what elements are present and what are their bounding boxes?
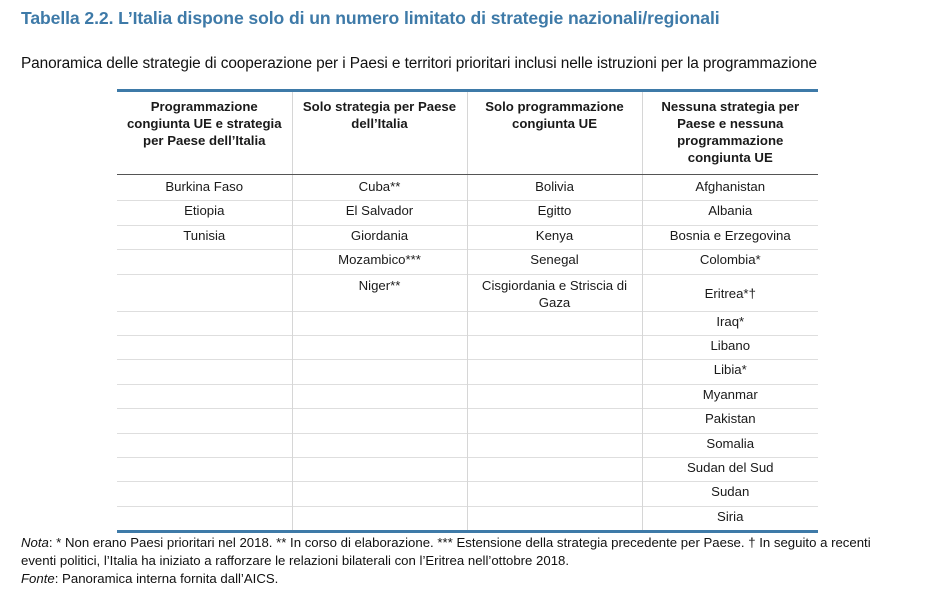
table-cell: Pakistan <box>642 409 818 433</box>
note-label: Nota <box>21 535 49 550</box>
note-text: : * Non erano Paesi prioritari nel 2018. ** In corso di elaborazione. *** Estensione della strategia precedente per Paese. † In seguito a recenti eventi politici, l’Italia ha iniziato a rafforzare le relazioni bilaterali con l’Eritrea nell’ottobre 2018. <box>21 535 871 568</box>
table-cell: Bosnia e Erzegovina <box>642 225 818 249</box>
table-cell <box>467 311 642 335</box>
column-header: Solo strategia per Paese dell’Italia <box>292 91 467 175</box>
table-cell <box>467 335 642 359</box>
table-row <box>117 250 818 274</box>
source-label: Fonte <box>21 571 55 586</box>
table-cell: Egitto <box>467 201 642 225</box>
table-cell <box>117 360 292 384</box>
table-row <box>117 409 818 433</box>
table-cell: Giordania <box>292 225 467 249</box>
table-cell: Libia* <box>642 360 818 384</box>
table-row <box>117 506 818 531</box>
table-cell <box>292 335 467 359</box>
column-header: Programmazione congiunta UE e strategia per Paese dell’Italia <box>117 91 292 175</box>
table-cell: Libano <box>642 335 818 359</box>
table-cell: Tunisia <box>117 225 292 249</box>
source-paragraph <box>21 570 901 588</box>
table-cell: Siria <box>642 506 818 531</box>
table-row <box>117 335 818 359</box>
table-cell: Bolivia <box>467 175 642 201</box>
table-cell <box>117 506 292 531</box>
table-cell <box>467 433 642 457</box>
source-text: : Panoramica interna fornita dall’AICS. <box>54 571 279 586</box>
table-cell <box>467 409 642 433</box>
table-cell: Senegal <box>467 250 642 274</box>
table-row <box>117 384 818 408</box>
table-cell: Mozambico*** <box>292 250 467 274</box>
table-cell <box>292 311 467 335</box>
table-cell <box>117 335 292 359</box>
table-cell <box>292 482 467 506</box>
table-cell: Afghanistan <box>642 175 818 201</box>
table-cell <box>292 433 467 457</box>
table-cell <box>117 274 292 311</box>
table-cell <box>467 360 642 384</box>
table-row <box>117 274 818 311</box>
table-cell: Cisgiordania e Striscia di Gaza <box>467 274 642 311</box>
table-cell <box>117 384 292 408</box>
table-cell <box>117 482 292 506</box>
header-row <box>117 91 818 175</box>
table-cell: Iraq* <box>642 311 818 335</box>
table-row <box>117 201 818 225</box>
table-cell <box>467 384 642 408</box>
table-cell <box>292 384 467 408</box>
table-subtitle: Panoramica delle strategie di cooperazione per i Paesi e territori prioritari inclusi nelle istruzioni per la programmazione <box>21 55 817 72</box>
table-cell <box>292 506 467 531</box>
table-cell: Niger** <box>292 274 467 311</box>
table-cell: Cuba** <box>292 175 467 201</box>
table-cell <box>117 433 292 457</box>
table-cell <box>292 409 467 433</box>
table-cell: Etiopia <box>117 201 292 225</box>
table-row <box>117 457 818 481</box>
table-cell: Burkina Faso <box>165 179 244 194</box>
table-cell <box>292 360 467 384</box>
table-row <box>117 482 818 506</box>
table-cell: Kenya <box>467 225 642 249</box>
table-cell <box>467 457 642 481</box>
table-cell <box>117 457 292 481</box>
table-cell <box>117 311 292 335</box>
table-cell <box>117 409 292 433</box>
strategies-table <box>117 89 818 533</box>
table-row <box>117 433 818 457</box>
table-cell <box>467 482 642 506</box>
table-row <box>117 360 818 384</box>
table-cell <box>467 506 642 531</box>
table-cell: Myanmar <box>642 384 818 408</box>
column-header: Nessuna strategia per Paese e nessuna programmazione congiunta UE <box>642 91 818 175</box>
table-notes <box>21 534 901 588</box>
table-cell: Colombia* <box>642 250 818 274</box>
table-row <box>117 175 818 201</box>
table-cell: Albania <box>642 201 818 225</box>
table-cell: El Salvador <box>292 201 467 225</box>
table-cell <box>292 457 467 481</box>
table-cell: Sudan del Sud <box>642 457 818 481</box>
table-cell: Eritrea*† <box>642 274 818 311</box>
table-cell: Sudan <box>642 482 818 506</box>
column-header: Solo programmazione congiunta UE <box>467 91 642 175</box>
table-row <box>117 225 818 249</box>
table-title: Tabella 2.2. L’Italia dispone solo di un numero limitato di strategie nazionali/regionali <box>21 8 720 28</box>
table-cell: Somalia <box>642 433 818 457</box>
note-paragraph <box>21 534 901 570</box>
table-cell <box>117 250 292 274</box>
table-row <box>117 311 818 335</box>
